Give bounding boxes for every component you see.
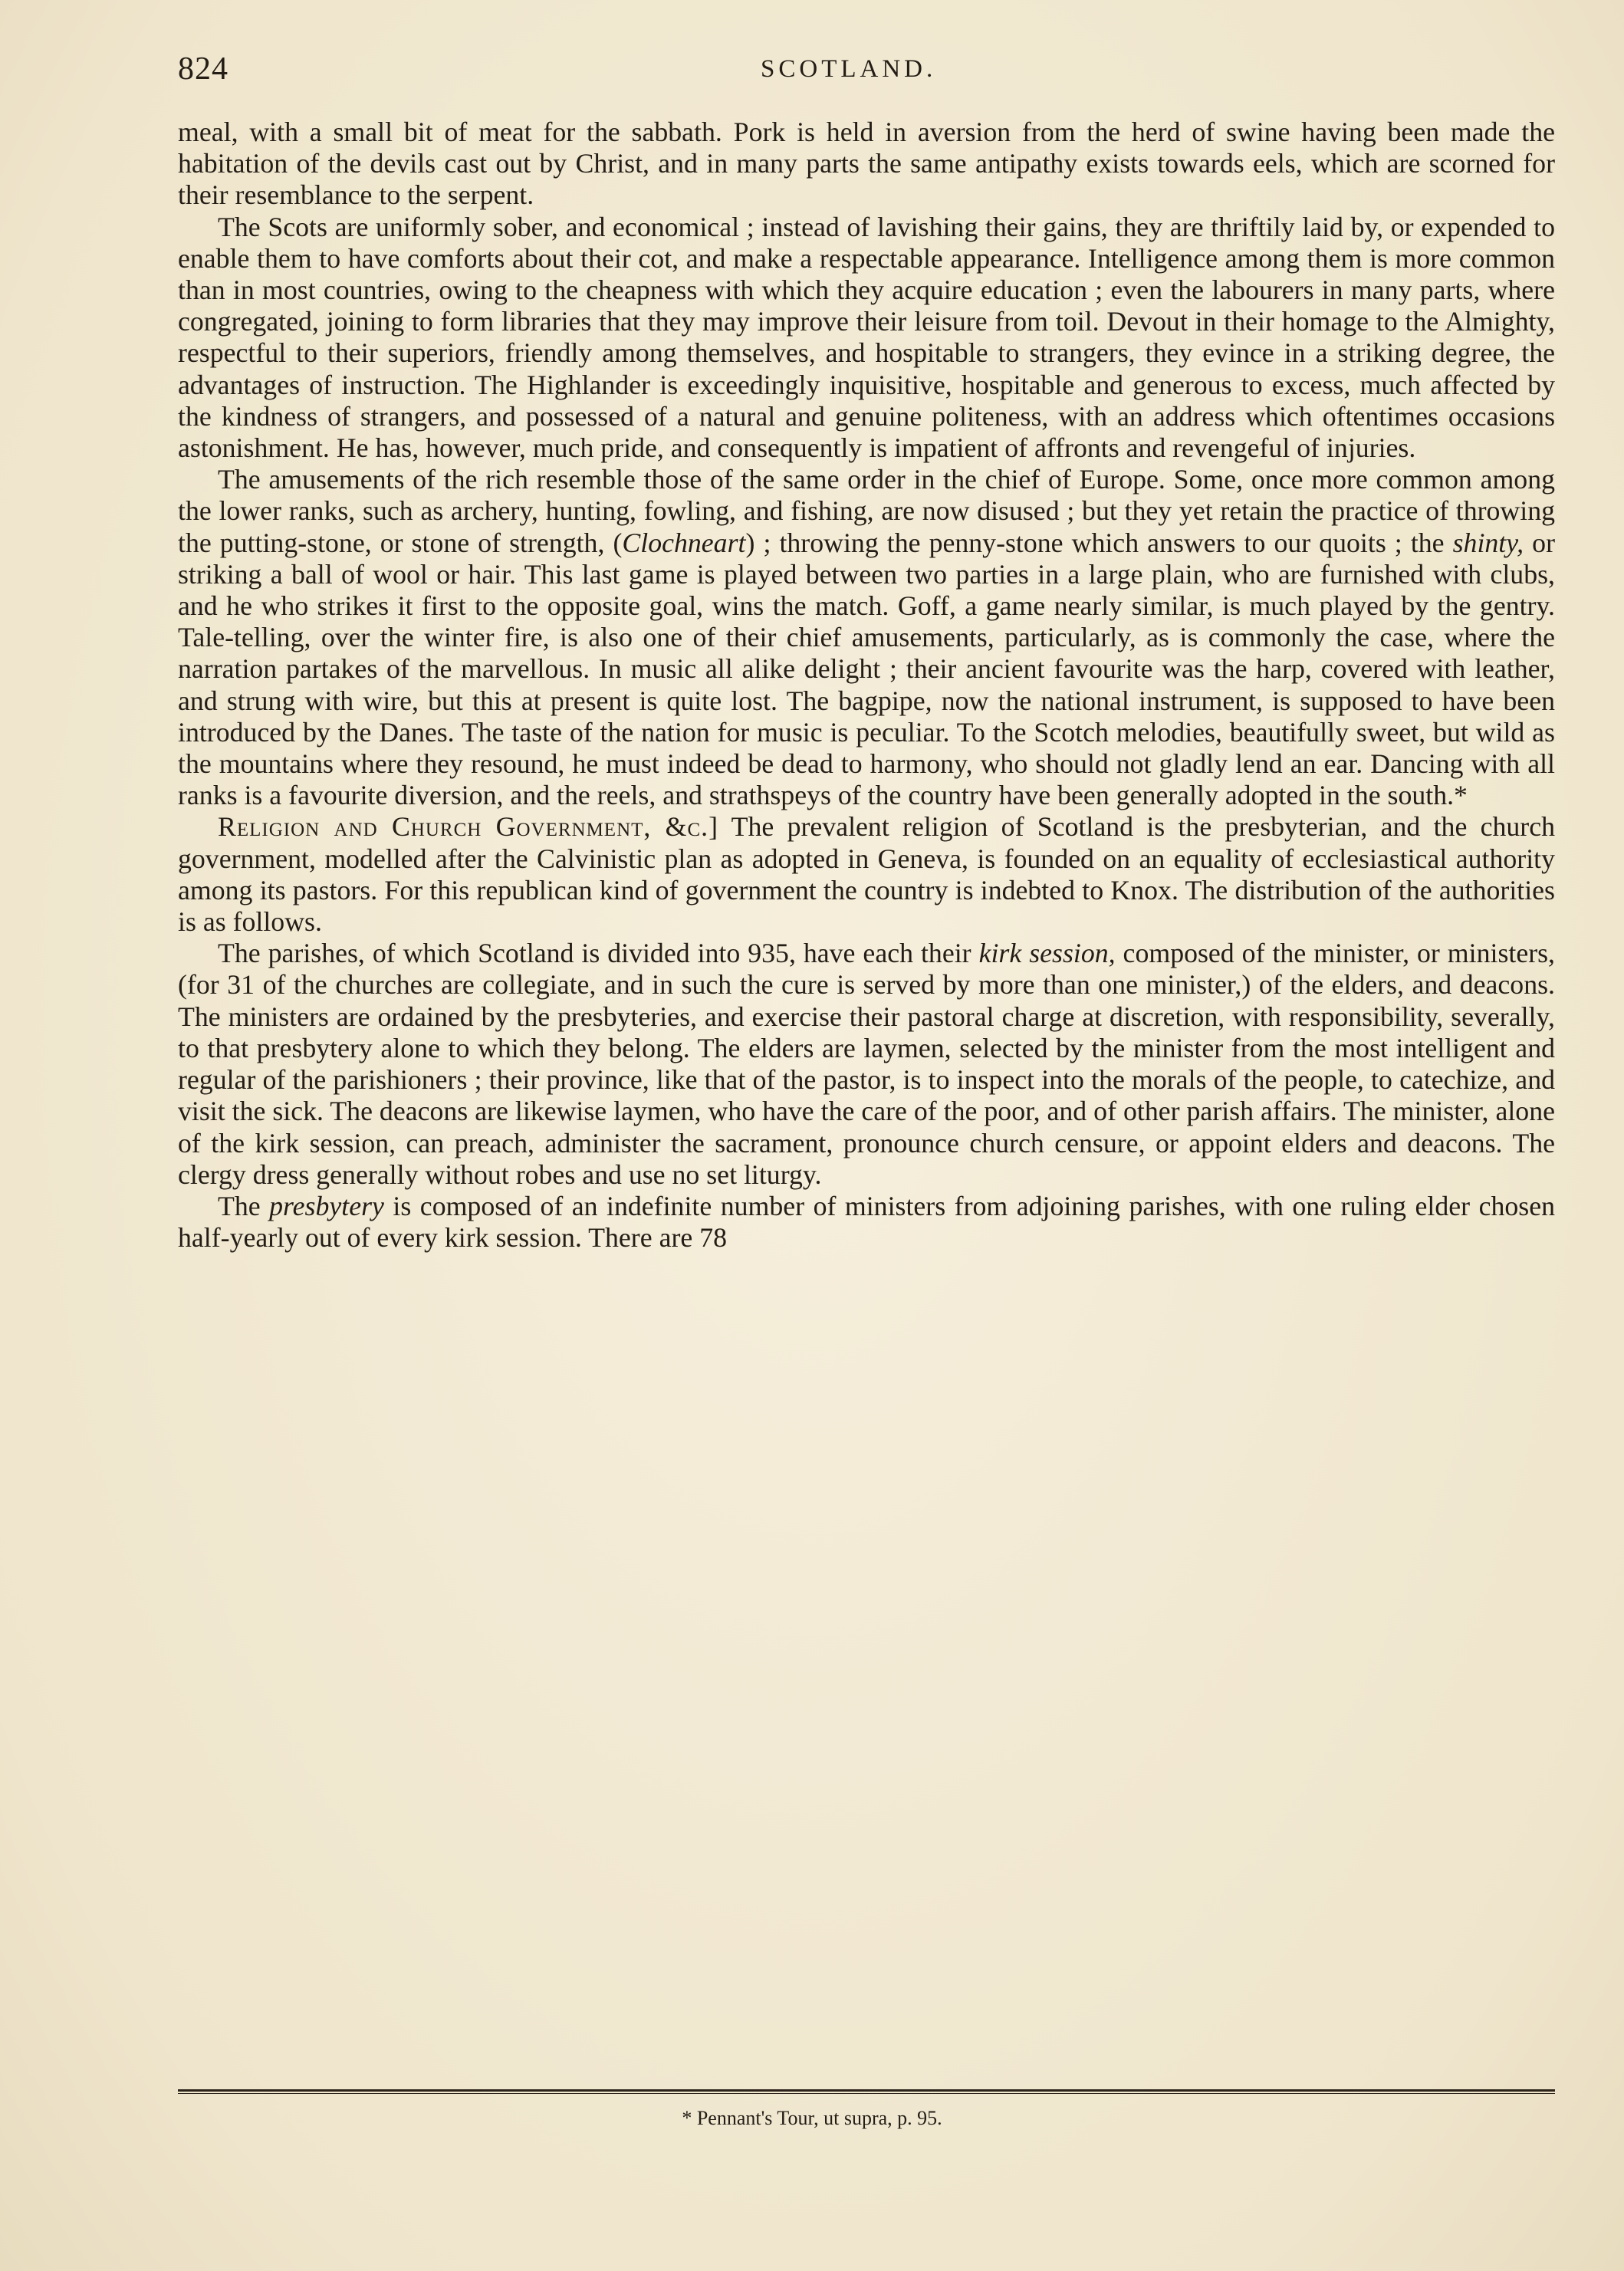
paragraph-presbytery (178, 1191, 1555, 1254)
running-head: SCOTLAND. (761, 55, 937, 83)
section-heading-religion: Religion and Church Government, &c.] (218, 811, 719, 843)
body-text (178, 117, 1555, 1254)
religion-text: The prevalent religion of Scotland is the presbyterian, and the church government, modelled after the Calvinistic plan as adopted in Geneva, is founded on an equality of ecclesiastical authority among its pastors. For this republican kind of government the country is indebted to Knox. The distribution of the authorities is as follows. (178, 811, 1556, 938)
parishes-text-1: The parishes, of which Scotland is divided into 935, have each their (218, 938, 979, 969)
presbytery-text-2: is composed of an indefinite number of ministers from adjoining parishes, with one ruling elder chosen half-yearly out of every kirk session. There are 78 (178, 1190, 1555, 1254)
paragraph-religion (178, 811, 1555, 938)
page-number: 824 (178, 51, 228, 87)
term-shinty: shinty, (1452, 527, 1524, 558)
amusements-text-1: The amusements of the rich resemble those of the same order in the chief of Europe. Some, once more common among the lower ranks, such as archery, hunting, fowling, and fishing, are now disused ; but they yet retain the practice of throwing the putting-stone, or stone of strength, ( (178, 464, 1555, 558)
footnote: * Pennant's Tour, ut supra, p. 95. (682, 2107, 942, 2129)
term-clochneart: Clochneart (622, 527, 746, 558)
term-kirk-session: kirk session, (978, 938, 1116, 969)
presbytery-text-1: The (218, 1190, 270, 1221)
paragraph-scots-character: The Scots are uniformly sober, and economical ; instead of lavishing their gains, they are thriftily laid by, or expended to enable them to have comforts about their cot, and make a respectable appearance. Intelligence among them is more common than in most countries, owing to the cheapness with which they acquire education ; even the labourers in many parts, where congregated, joining to form libraries that they may improve their leisure from toil. Devout in their homage to the Almighty, respectful to their superiors, friendly among themselves, and hospitable to strangers, they evince in a striking degree, the advantages of instruction. The Highlander is exceedingly inquisitive, hospitable and generous to excess, much affected by the kindness of strangers, and possessed of a natural and genuine politeness, with an address which oftentimes occasions astonishment. He has, however, much pride, and consequently is impatient of affronts and revengeful of injuries. (178, 211, 1555, 464)
page-header (178, 46, 1558, 100)
parishes-text-2: composed of the minister, or ministers, (for 31 of the churches are collegiate, and in such the cure is served by more than one minister,) of the elders, and deacons. The ministers are ordained by the presbyteries, and exercise their pastoral charge at discretion, with responsibility, severally, to that presbytery alone to which they belong. The elders are laymen, selected by the minister from the most intelligent and regular of the parishioners ; their province, like that of the pastor, is to inspect into the morals of the people, to catechize, and visit the sick. The deacons are likewise laymen, who have the care of the poor, and of other parish affairs. The minister, alone of the kirk session, can preach, administer the sacrament, pronounce church censure, or appoint elders and deacons. The clergy dress generally without robes and use no set liturgy. (178, 938, 1556, 1190)
footnote-divider (178, 2089, 1555, 2094)
paragraph-amusements (178, 464, 1555, 811)
amusements-text-3: or striking a ball of wool or hair. This last game is played between two parties in a large plain, who are furnished with clubs, and he who strikes it first to the opposite goal, wins the match. Goff, a game nearly similar, is much played by the gentry. Tale-telling, over the winter fire, is also one of their chief amusements, particularly, as is commonly the case, where the narration partakes of the marvellous. In music all alike delight ; their ancient favourite was the harp, covered with leather, and strung with wire, but this at present is quite lost. The bagpipe, now the national instrument, is supposed to have been introduced by the Danes. The taste of the nation for music is peculiar. To the Scotch melodies, beautifully sweet, but wild as the mountains where they resound, he must indeed be dead to harmony, who should not gladly lend an ear. Dancing with all ranks is a favourite diversion, and the reels, and strathspeys of the country have been generally adopted in the south.* (178, 527, 1555, 811)
paragraph-meal: meal, with a small bit of meat for the sabbath. Pork is held in aversion from the herd of swine having been made the habitation of the devils cast out by Christ, and in many parts the same antipathy exists towards eels, which are scorned for their resemblance to the serpent. (178, 117, 1555, 211)
paragraph-parishes (178, 938, 1555, 1191)
term-presbytery: presbytery (269, 1190, 384, 1221)
amusements-text-2: ) ; throwing the penny-stone which answers to our quoits ; the (745, 527, 1453, 558)
